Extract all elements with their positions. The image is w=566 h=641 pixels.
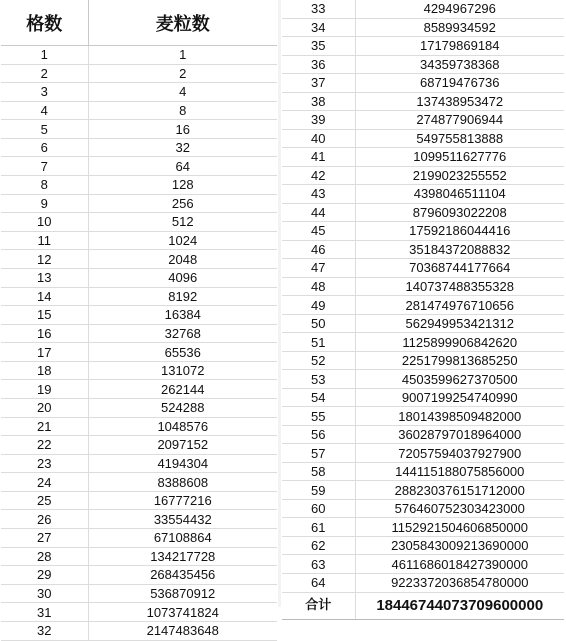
table-row xyxy=(282,407,564,426)
table-row xyxy=(282,37,564,56)
table-row xyxy=(1,287,277,306)
grain-count-cell: 268435456 xyxy=(88,566,277,585)
square-number-cell: 50 xyxy=(282,314,355,333)
square-number-cell: 15 xyxy=(1,306,88,325)
square-number-cell: 22 xyxy=(1,436,88,455)
grain-count-cell: 4194304 xyxy=(88,454,277,473)
table-row xyxy=(282,129,564,148)
table-row xyxy=(1,324,277,343)
grain-count-cell: 144115188075856000 xyxy=(355,462,564,481)
table-row xyxy=(282,74,564,93)
grain-count-cell: 1024 xyxy=(88,231,277,250)
square-number-cell: 23 xyxy=(1,454,88,473)
grain-count-cell: 8 xyxy=(88,101,277,120)
grain-count-cell: 1073741824 xyxy=(88,603,277,622)
grain-count-cell: 4096 xyxy=(88,268,277,287)
grain-count-cell: 1 xyxy=(88,46,277,65)
table-row xyxy=(1,306,277,325)
table-row xyxy=(282,555,564,574)
table-row xyxy=(282,240,564,259)
grain-count-cell: 2147483648 xyxy=(88,621,277,640)
grain-count-cell: 8192 xyxy=(88,287,277,306)
table-row xyxy=(282,481,564,500)
grain-count-cell: 34359738368 xyxy=(355,55,564,74)
square-number-cell: 11 xyxy=(1,231,88,250)
square-number-cell: 8 xyxy=(1,176,88,195)
grain-count-cell: 134217728 xyxy=(88,547,277,566)
square-number-cell: 56 xyxy=(282,425,355,444)
table-row xyxy=(1,547,277,566)
square-number-cell: 41 xyxy=(282,148,355,167)
square-number-cell: 60 xyxy=(282,499,355,518)
table-row xyxy=(282,111,564,130)
total-value: 18446744073709600000 xyxy=(355,592,564,619)
table-row xyxy=(282,518,564,537)
grain-count-cell: 562949953421312 xyxy=(355,314,564,333)
square-number-cell: 7 xyxy=(1,157,88,176)
table-row xyxy=(282,370,564,389)
square-number-cell: 40 xyxy=(282,129,355,148)
square-number-cell: 31 xyxy=(1,603,88,622)
grain-count-cell: 512 xyxy=(88,213,277,232)
table-row xyxy=(282,314,564,333)
table-row xyxy=(282,333,564,352)
square-number-cell: 42 xyxy=(282,166,355,185)
square-column-header: 格数 xyxy=(1,0,88,46)
grain-count-cell: 4398046511104 xyxy=(355,185,564,204)
table-row xyxy=(282,55,564,74)
grain-count-cell: 137438953472 xyxy=(355,92,564,111)
table-row xyxy=(1,83,277,102)
square-number-cell: 57 xyxy=(282,444,355,463)
grain-count-cell: 2097152 xyxy=(88,436,277,455)
grain-count-cell: 67108864 xyxy=(88,529,277,548)
table-row xyxy=(282,203,564,222)
square-number-cell: 58 xyxy=(282,462,355,481)
grain-count-cell: 4 xyxy=(88,83,277,102)
table-row xyxy=(1,101,277,120)
grain-count-cell: 524288 xyxy=(88,398,277,417)
grain-count-cell: 36028797018964000 xyxy=(355,425,564,444)
square-number-cell: 3 xyxy=(1,83,88,102)
square-number-cell: 47 xyxy=(282,259,355,278)
square-number-cell: 9 xyxy=(1,194,88,213)
table-row xyxy=(282,259,564,278)
total-label: 合计 xyxy=(282,592,355,619)
grain-count-cell: 18014398509482000 xyxy=(355,407,564,426)
grain-count-cell: 68719476736 xyxy=(355,74,564,93)
grain-count-cell: 4503599627370500 xyxy=(355,370,564,389)
header-row xyxy=(1,0,277,46)
square-number-cell: 12 xyxy=(1,250,88,269)
table-row xyxy=(282,296,564,315)
table-row xyxy=(1,176,277,195)
square-number-cell: 52 xyxy=(282,351,355,370)
square-number-cell: 33 xyxy=(282,0,355,18)
table-row xyxy=(1,343,277,362)
square-number-cell: 24 xyxy=(1,473,88,492)
table-row xyxy=(1,584,277,603)
table-row xyxy=(1,120,277,139)
table-row xyxy=(282,222,564,241)
table-row xyxy=(282,166,564,185)
square-number-cell: 19 xyxy=(1,380,88,399)
square-number-cell: 28 xyxy=(1,547,88,566)
table-row xyxy=(1,194,277,213)
grains-column-header: 麦粒数 xyxy=(88,0,277,46)
square-number-cell: 2 xyxy=(1,64,88,83)
grain-count-cell: 8388608 xyxy=(88,473,277,492)
table-row xyxy=(1,231,277,250)
square-number-cell: 46 xyxy=(282,240,355,259)
grain-count-cell: 72057594037927900 xyxy=(355,444,564,463)
grain-count-cell: 1152921504606850000 xyxy=(355,518,564,537)
grain-count-cell: 536870912 xyxy=(88,584,277,603)
grain-count-cell: 576460752303423000 xyxy=(355,499,564,518)
square-number-cell: 4 xyxy=(1,101,88,120)
grain-count-cell: 16777216 xyxy=(88,491,277,510)
square-number-cell: 54 xyxy=(282,388,355,407)
table-row xyxy=(1,361,277,380)
table-row xyxy=(282,18,564,37)
grain-count-cell: 65536 xyxy=(88,343,277,362)
square-number-cell: 49 xyxy=(282,296,355,315)
table-row xyxy=(1,398,277,417)
grain-count-cell: 140737488355328 xyxy=(355,277,564,296)
table-row xyxy=(282,277,564,296)
grains-table-left xyxy=(1,0,277,641)
square-number-cell: 62 xyxy=(282,536,355,555)
table-row xyxy=(1,138,277,157)
table-row xyxy=(1,510,277,529)
grain-count-cell: 16 xyxy=(88,120,277,139)
table-row xyxy=(1,436,277,455)
square-number-cell: 21 xyxy=(1,417,88,436)
table-separator xyxy=(278,0,281,607)
table-row xyxy=(1,529,277,548)
grain-count-cell: 2251799813685250 xyxy=(355,351,564,370)
table-row xyxy=(282,499,564,518)
table-row xyxy=(1,268,277,287)
table-row xyxy=(1,380,277,399)
grain-count-cell: 4611686018427390000 xyxy=(355,555,564,574)
square-number-cell: 13 xyxy=(1,268,88,287)
table-row xyxy=(1,157,277,176)
table-row xyxy=(282,148,564,167)
grain-count-cell: 35184372088832 xyxy=(355,240,564,259)
table-row xyxy=(1,566,277,585)
table-row xyxy=(1,46,277,65)
table-row xyxy=(1,213,277,232)
square-number-cell: 53 xyxy=(282,370,355,389)
grain-count-cell: 32768 xyxy=(88,324,277,343)
square-number-cell: 26 xyxy=(1,510,88,529)
square-number-cell: 34 xyxy=(282,18,355,37)
grain-count-cell: 1048576 xyxy=(88,417,277,436)
grain-count-cell: 288230376151712000 xyxy=(355,481,564,500)
grain-count-cell: 131072 xyxy=(88,361,277,380)
grain-count-cell: 9223372036854780000 xyxy=(355,573,564,592)
grain-count-cell: 70368744177664 xyxy=(355,259,564,278)
square-number-cell: 20 xyxy=(1,398,88,417)
square-number-cell: 36 xyxy=(282,55,355,74)
square-number-cell: 27 xyxy=(1,529,88,548)
table-row xyxy=(282,388,564,407)
square-number-cell: 30 xyxy=(1,584,88,603)
grain-count-cell: 1099511627776 xyxy=(355,148,564,167)
square-number-cell: 1 xyxy=(1,46,88,65)
square-number-cell: 17 xyxy=(1,343,88,362)
grain-count-cell: 256 xyxy=(88,194,277,213)
grain-count-cell: 2 xyxy=(88,64,277,83)
grain-count-cell: 33554432 xyxy=(88,510,277,529)
grain-count-cell: 4294967296 xyxy=(355,0,564,18)
grains-table-right xyxy=(282,0,564,620)
square-number-cell: 64 xyxy=(282,573,355,592)
square-number-cell: 5 xyxy=(1,120,88,139)
table-row xyxy=(1,473,277,492)
grain-count-cell: 32 xyxy=(88,138,277,157)
square-number-cell: 16 xyxy=(1,324,88,343)
square-number-cell: 32 xyxy=(1,621,88,640)
square-number-cell: 14 xyxy=(1,287,88,306)
square-number-cell: 37 xyxy=(282,74,355,93)
table-row xyxy=(1,491,277,510)
table-row xyxy=(1,64,277,83)
grain-count-cell: 9007199254740990 xyxy=(355,388,564,407)
table-row xyxy=(1,250,277,269)
square-number-cell: 25 xyxy=(1,491,88,510)
grain-count-cell: 8796093022208 xyxy=(355,203,564,222)
table-row xyxy=(1,603,277,622)
grain-count-cell: 8589934592 xyxy=(355,18,564,37)
table-row xyxy=(282,185,564,204)
grain-count-cell: 2199023255552 xyxy=(355,166,564,185)
grain-count-cell: 128 xyxy=(88,176,277,195)
square-number-cell: 43 xyxy=(282,185,355,204)
grain-count-cell: 2305843009213690000 xyxy=(355,536,564,555)
grain-count-cell: 274877906944 xyxy=(355,111,564,130)
square-number-cell: 18 xyxy=(1,361,88,380)
square-number-cell: 44 xyxy=(282,203,355,222)
square-number-cell: 10 xyxy=(1,213,88,232)
table-row xyxy=(282,444,564,463)
square-number-cell: 48 xyxy=(282,277,355,296)
square-number-cell: 61 xyxy=(282,518,355,537)
table-row xyxy=(1,621,277,640)
grain-count-cell: 262144 xyxy=(88,380,277,399)
table-row xyxy=(282,92,564,111)
table-row xyxy=(1,417,277,436)
grain-count-cell: 1125899906842620 xyxy=(355,333,564,352)
square-number-cell: 45 xyxy=(282,222,355,241)
square-number-cell: 55 xyxy=(282,407,355,426)
square-number-cell: 35 xyxy=(282,37,355,56)
square-number-cell: 29 xyxy=(1,566,88,585)
table-row xyxy=(282,536,564,555)
table-row xyxy=(282,462,564,481)
table-row xyxy=(282,0,564,18)
total-row xyxy=(282,592,564,619)
table-row xyxy=(282,573,564,592)
table-row xyxy=(282,351,564,370)
grain-count-cell: 64 xyxy=(88,157,277,176)
grain-count-cell: 17179869184 xyxy=(355,37,564,56)
square-number-cell: 63 xyxy=(282,555,355,574)
square-number-cell: 51 xyxy=(282,333,355,352)
square-number-cell: 38 xyxy=(282,92,355,111)
square-number-cell: 59 xyxy=(282,481,355,500)
grain-count-cell: 2048 xyxy=(88,250,277,269)
square-number-cell: 39 xyxy=(282,111,355,130)
table-row xyxy=(1,454,277,473)
table-row xyxy=(282,425,564,444)
square-number-cell: 6 xyxy=(1,138,88,157)
grain-count-cell: 549755813888 xyxy=(355,129,564,148)
grain-count-cell: 281474976710656 xyxy=(355,296,564,315)
grain-count-cell: 17592186044416 xyxy=(355,222,564,241)
grain-count-cell: 16384 xyxy=(88,306,277,325)
